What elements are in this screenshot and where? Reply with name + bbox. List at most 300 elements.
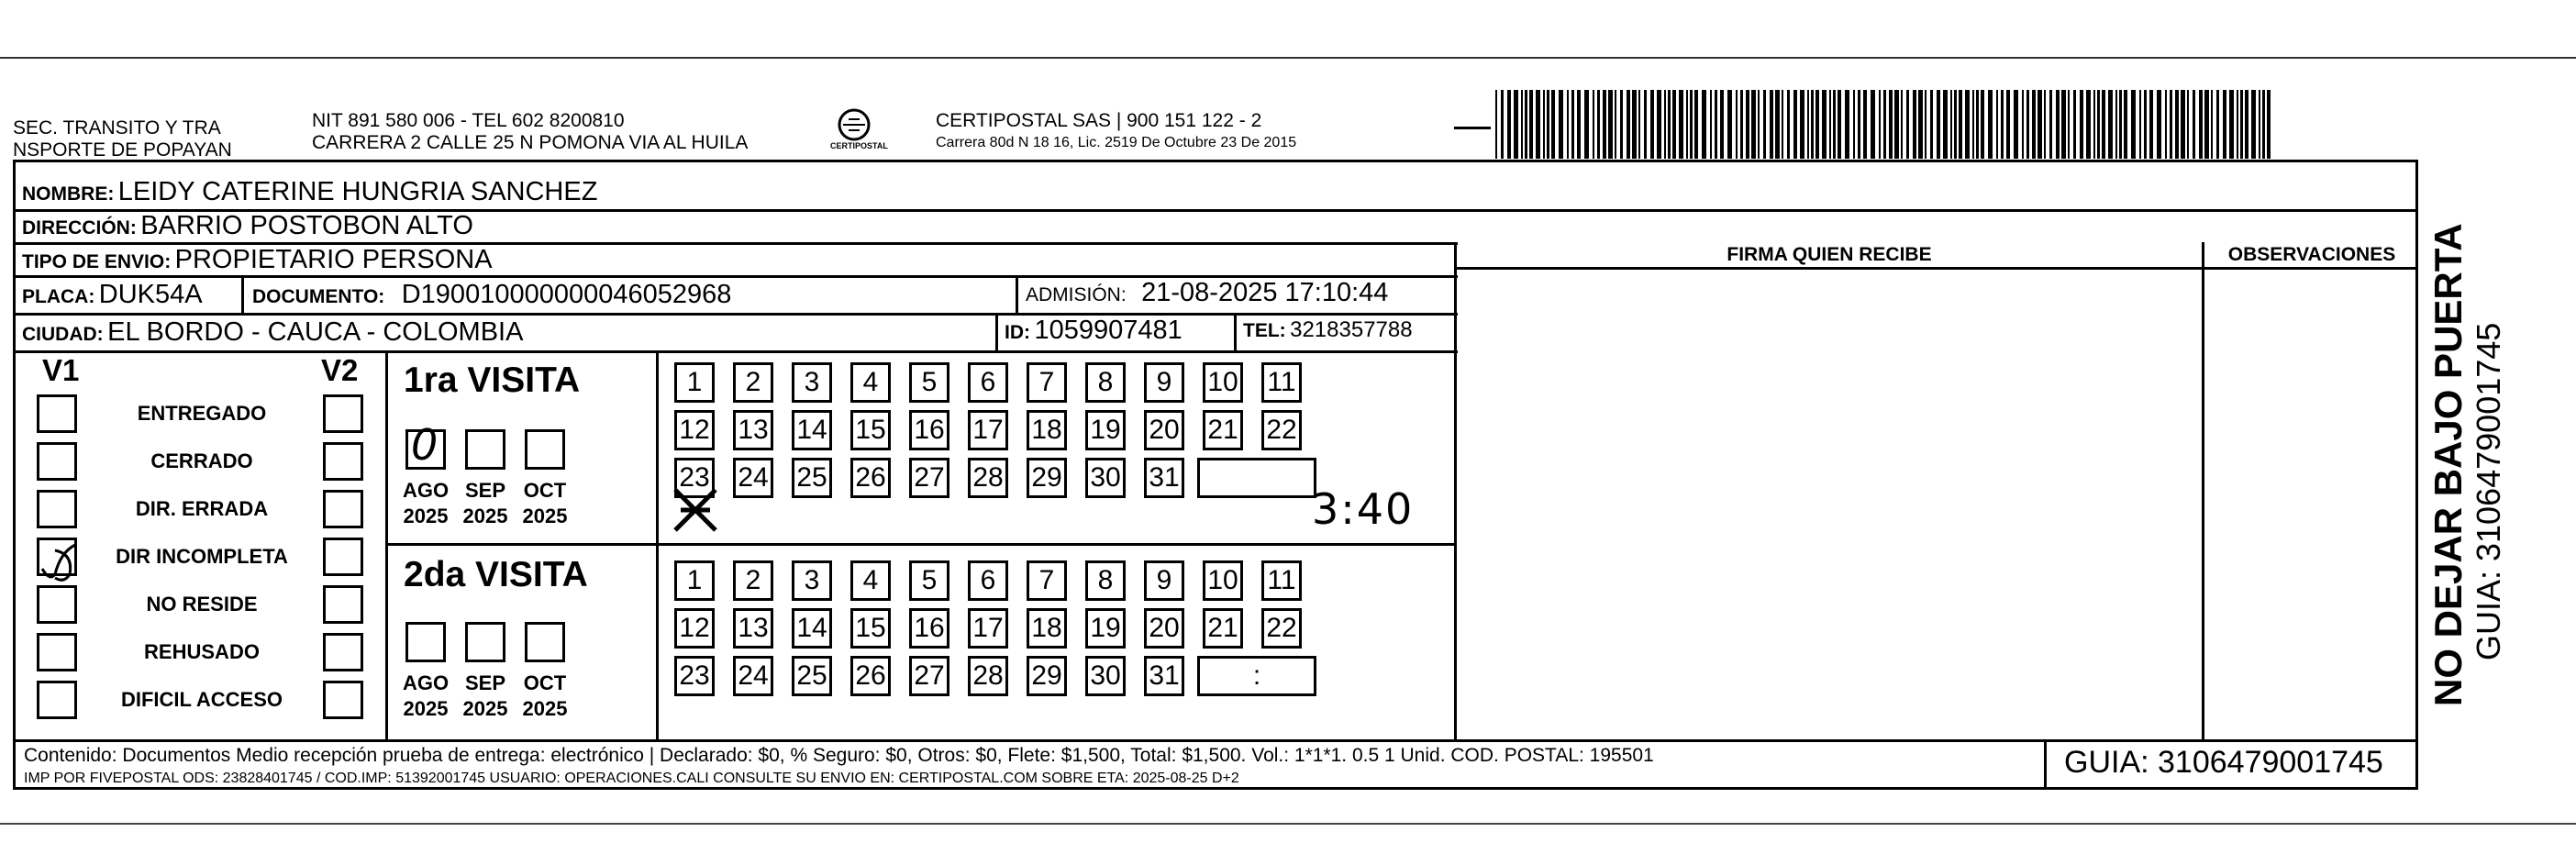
barcode-bar bbox=[2097, 90, 2100, 159]
barcode-bar bbox=[1943, 90, 1948, 159]
barcode-bar bbox=[2245, 90, 2248, 159]
day-box[interactable]: 12 bbox=[674, 410, 715, 450]
barcode-bar bbox=[1603, 90, 1606, 159]
barcode-bar bbox=[1988, 90, 1993, 159]
day-box[interactable]: 24 bbox=[733, 458, 773, 498]
day-box[interactable]: 6 bbox=[968, 560, 1008, 601]
barcode-bar bbox=[2157, 90, 2161, 159]
barcode-bar bbox=[2216, 90, 2219, 159]
barcode-bar bbox=[2240, 90, 2243, 159]
month-year: 2025 bbox=[462, 697, 508, 720]
line-before-footer bbox=[13, 739, 2418, 742]
admision-label: ADMISIÓN: bbox=[1026, 284, 1127, 305]
barcode-bar bbox=[2165, 90, 2167, 159]
barcode-bar bbox=[1954, 90, 1957, 159]
day-box[interactable]: 31 bbox=[1144, 458, 1184, 498]
day-box[interactable]: 1 bbox=[674, 362, 715, 403]
barcode-bar bbox=[1972, 90, 1974, 159]
month-label: AGO bbox=[402, 479, 450, 502]
v2-checkbox[interactable] bbox=[323, 633, 363, 671]
status-option-label: CERRADO bbox=[150, 449, 253, 472]
day-box[interactable]: 9 bbox=[1144, 362, 1184, 403]
vline-admision bbox=[1016, 275, 1018, 313]
day-box[interactable]: 13 bbox=[733, 608, 773, 649]
barcode-bar bbox=[2086, 90, 2091, 159]
barcode-bar bbox=[2037, 90, 2042, 159]
line-after-placa bbox=[13, 313, 1458, 316]
tipo-value: PROPIETARIO PERSONA bbox=[174, 245, 493, 274]
barcode-bar bbox=[1715, 90, 1717, 159]
day-box[interactable]: 3 bbox=[792, 560, 832, 601]
barcode-bar bbox=[1918, 90, 1923, 159]
tipo-row bbox=[22, 246, 493, 278]
barcode-bar bbox=[1720, 90, 1724, 159]
day-box[interactable]: 13 bbox=[733, 410, 773, 450]
day-box[interactable]: 18 bbox=[1027, 608, 1067, 649]
handwritten-month-mark: 0 bbox=[411, 420, 439, 470]
barcode-bar bbox=[1863, 90, 1867, 159]
v2-checkbox[interactable] bbox=[323, 538, 363, 576]
scan-bottom-edge bbox=[0, 823, 2576, 825]
day-box[interactable]: 21 bbox=[1203, 410, 1243, 450]
day-box[interactable]: 24 bbox=[733, 656, 773, 696]
barcode-bar bbox=[1638, 90, 1640, 159]
month-label: OCT bbox=[523, 671, 567, 694]
tel-label: TEL: bbox=[1243, 320, 1286, 341]
barcode-bar bbox=[2204, 90, 2209, 159]
status-option-label: DIR INCOMPLETA bbox=[116, 545, 288, 568]
barcode-bar bbox=[1657, 90, 1661, 159]
month-label: SEP bbox=[464, 671, 506, 694]
barcode-bar bbox=[2251, 90, 2256, 159]
nombre-label: NOMBRE: bbox=[22, 183, 115, 205]
barcode-bar bbox=[2014, 90, 2018, 159]
v2-checkbox[interactable] bbox=[323, 681, 363, 719]
barcode-bar bbox=[1879, 90, 1881, 159]
documento-label: DOCUMENTO: bbox=[252, 286, 385, 307]
barcode-bar bbox=[2001, 90, 2004, 159]
certipostal-text bbox=[936, 110, 1296, 154]
barcode-bar bbox=[1543, 90, 1545, 159]
tipo-label: TIPO DE ENVIO: bbox=[22, 251, 172, 272]
marked-day-cross bbox=[672, 486, 719, 534]
vline-firma-left bbox=[1454, 242, 1457, 741]
barcode-bar bbox=[2175, 90, 2179, 159]
day-box[interactable]: 20 bbox=[1144, 410, 1184, 450]
barcode-bar bbox=[2061, 90, 2066, 159]
barcode-bar bbox=[1644, 90, 1647, 159]
ciudad-label: CIUDAD: bbox=[22, 324, 104, 345]
barcode-bar bbox=[1858, 90, 1860, 159]
barcode-bar bbox=[2139, 90, 2141, 159]
barcode-bar bbox=[1930, 90, 1933, 159]
documento-field bbox=[252, 281, 731, 313]
vline-id bbox=[995, 313, 998, 350]
barcode-bar bbox=[1632, 90, 1637, 159]
month-checkbox[interactable] bbox=[405, 622, 446, 662]
nit-text bbox=[312, 110, 748, 154]
footer-contenido: Contenido: Documentos Medio recepción prueba de entrega: electrónico | Declarado: $0, % Seguro: $0, Otros: $0, Flete: $1,500, Total: $1,500. Vol.: 1*1*1. 0.5 1 Unid. COD. POSTAL: 195501 bbox=[24, 745, 1654, 766]
barcode-bar bbox=[2026, 90, 2029, 159]
tel-field bbox=[1243, 316, 1413, 347]
barcode-bar bbox=[1811, 90, 1814, 159]
barcode-bar bbox=[1547, 90, 1549, 159]
barcode-bar bbox=[1822, 90, 1827, 159]
barcode-bar bbox=[1593, 90, 1594, 159]
day-box[interactable]: 21 bbox=[1203, 608, 1243, 649]
handwritten-check-v1 bbox=[37, 541, 83, 587]
vline-footer-guia bbox=[2044, 739, 2047, 790]
barcode-bar bbox=[2073, 90, 2076, 159]
header-dash bbox=[1454, 127, 1491, 129]
tel-value: 3218357788 bbox=[1290, 317, 1413, 342]
v2-checkbox[interactable] bbox=[323, 490, 363, 528]
month-checkbox[interactable] bbox=[465, 622, 505, 662]
day-box[interactable]: 17 bbox=[968, 608, 1008, 649]
day-box[interactable]: 23 bbox=[674, 458, 715, 498]
month-year: 2025 bbox=[522, 697, 568, 720]
barcode-bar bbox=[1845, 90, 1849, 159]
day-box[interactable]: 25 bbox=[792, 656, 832, 696]
day-box[interactable]: 15 bbox=[850, 410, 891, 450]
barcode-bar bbox=[1702, 90, 1706, 159]
barcode-bar bbox=[1838, 90, 1841, 159]
barcode-bar bbox=[1758, 90, 1760, 159]
day-box[interactable]: 10 bbox=[1203, 560, 1243, 601]
day-box[interactable]: 6 bbox=[968, 362, 1008, 403]
barcode-bar bbox=[1829, 90, 1831, 159]
barcode-bar bbox=[2262, 90, 2265, 159]
ciudad-field bbox=[22, 318, 523, 350]
month-year: 2025 bbox=[522, 505, 568, 527]
vline-status bbox=[385, 350, 388, 741]
barcode-bar bbox=[1807, 90, 1809, 159]
barcode-bar bbox=[1495, 90, 1497, 159]
id-value: 1059907481 bbox=[1034, 316, 1183, 345]
day-box[interactable]: 16 bbox=[909, 608, 949, 649]
day-box[interactable]: 7 bbox=[1027, 362, 1067, 403]
barcode-bar bbox=[2131, 90, 2136, 159]
nit-line1: NIT 891 580 006 - TEL 602 8200810 bbox=[312, 110, 625, 131]
barcode-bar bbox=[1521, 90, 1523, 159]
line-after-ciudad bbox=[13, 350, 1458, 353]
status-option-label: DIFICIL ACCESO bbox=[120, 688, 283, 711]
barcode-bar bbox=[1571, 90, 1574, 159]
vline-placa-doc bbox=[241, 275, 244, 313]
barcode-bar bbox=[1690, 90, 1693, 159]
barcode-bar bbox=[1577, 90, 1581, 159]
month-year: 2025 bbox=[403, 697, 449, 720]
barcode-bar bbox=[1775, 90, 1780, 159]
direccion-label: DIRECCIÓN: bbox=[22, 217, 137, 238]
status-option-label: ENTREGADO bbox=[137, 402, 267, 425]
barcode-bar bbox=[1710, 90, 1712, 159]
barcode-bar bbox=[2119, 90, 2122, 159]
barcode-bar bbox=[1883, 90, 1886, 159]
barcode-bar bbox=[1833, 90, 1836, 159]
barcode-bar bbox=[1694, 90, 1698, 159]
barcode-bar bbox=[1782, 90, 1783, 159]
barcode-bar bbox=[1871, 90, 1875, 159]
barcode-bar bbox=[1913, 90, 1916, 159]
day-box[interactable]: 30 bbox=[1085, 458, 1126, 498]
status-option-label: NO RESIDE bbox=[146, 593, 258, 616]
day-box[interactable]: 25 bbox=[792, 458, 832, 498]
placa-field bbox=[22, 281, 203, 313]
day-box[interactable]: 8 bbox=[1085, 560, 1126, 601]
certi-line1: CERTIPOSTAL SAS | 900 151 122 - 2 bbox=[936, 110, 1262, 131]
time-box[interactable] bbox=[1197, 458, 1316, 498]
visit2-title: 2da VISITA bbox=[404, 555, 588, 594]
placa-value: DUK54A bbox=[98, 280, 203, 309]
line-firma-header bbox=[1454, 267, 2418, 270]
barcode-bar bbox=[1906, 90, 1909, 159]
day-box[interactable]: 5 bbox=[909, 560, 949, 601]
barcode-bar bbox=[2102, 90, 2105, 159]
day-box[interactable]: 31 bbox=[1144, 656, 1184, 696]
day-box[interactable]: 18 bbox=[1027, 410, 1067, 450]
barcode-bar bbox=[2006, 90, 2010, 159]
barcode-bar bbox=[2108, 90, 2113, 159]
barcode-bar bbox=[2149, 90, 2153, 159]
month-label: AGO bbox=[402, 671, 450, 694]
v2-checkbox[interactable] bbox=[323, 394, 363, 433]
barcode-bar bbox=[1853, 90, 1855, 159]
barcode-bar bbox=[1507, 90, 1511, 159]
barcode-bar bbox=[1597, 90, 1600, 159]
logo-caption: CERTIPOSTAL bbox=[830, 141, 888, 150]
barcode-bar bbox=[1620, 90, 1623, 159]
barcode-bar bbox=[1615, 90, 1616, 159]
day-box[interactable]: 14 bbox=[792, 608, 832, 649]
barcode-bar bbox=[1981, 90, 1984, 159]
day-box[interactable]: 12 bbox=[674, 608, 715, 649]
handwritten-time: 3:40 bbox=[1312, 484, 1415, 534]
barcode-bar bbox=[1925, 90, 1926, 159]
barcode-bar bbox=[1815, 90, 1819, 159]
barcode-bar bbox=[1672, 90, 1676, 159]
month-checkbox[interactable] bbox=[525, 622, 565, 662]
barcode-bar bbox=[1627, 90, 1630, 159]
barcode-bar bbox=[1668, 90, 1671, 159]
barcode-bar bbox=[1740, 90, 1743, 159]
barcode-bar bbox=[1567, 90, 1569, 159]
day-box[interactable]: 22 bbox=[1261, 410, 1302, 450]
day-box[interactable]: 15 bbox=[850, 608, 891, 649]
sec-transito-line1: SEC. TRANSITO Y TRA bbox=[13, 117, 221, 139]
time-box[interactable]: : bbox=[1197, 656, 1316, 696]
barcode-bar bbox=[2032, 90, 2036, 159]
barcode-bar bbox=[2211, 90, 2213, 159]
barcode-bar bbox=[2259, 90, 2260, 159]
day-box[interactable]: 1 bbox=[674, 560, 715, 601]
barcode-bar bbox=[2229, 90, 2234, 159]
v1-checkbox[interactable] bbox=[37, 394, 77, 433]
barcode-bar bbox=[2223, 90, 2226, 159]
barcode-bar bbox=[1751, 90, 1756, 159]
month-label: OCT bbox=[523, 479, 567, 502]
day-box[interactable]: 4 bbox=[850, 362, 891, 403]
v1-checkbox[interactable] bbox=[37, 681, 77, 719]
month-checkbox[interactable] bbox=[465, 429, 505, 470]
vline-months bbox=[656, 350, 659, 741]
v2-checkbox[interactable] bbox=[323, 442, 363, 481]
day-box[interactable]: 14 bbox=[792, 410, 832, 450]
day-box[interactable]: 8 bbox=[1085, 362, 1126, 403]
day-box[interactable]: 19 bbox=[1085, 410, 1126, 450]
barcode-bar bbox=[1501, 90, 1504, 159]
barcode bbox=[1495, 90, 2275, 159]
id-field bbox=[1005, 316, 1183, 349]
day-box[interactable]: 5 bbox=[909, 362, 949, 403]
footer-guia: GUIA: 3106479001745 bbox=[2064, 745, 2383, 780]
day-box[interactable]: 2 bbox=[733, 560, 773, 601]
barcode-bar bbox=[1996, 90, 1998, 159]
barcode-bar bbox=[2093, 90, 2095, 159]
barcode-bar bbox=[2187, 90, 2189, 159]
day-box[interactable]: 26 bbox=[850, 656, 891, 696]
barcode-bar bbox=[2267, 90, 2271, 159]
barcode-bar bbox=[1763, 90, 1766, 159]
day-box[interactable]: 29 bbox=[1027, 656, 1067, 696]
v1-label: V1 bbox=[42, 353, 80, 387]
direccion-value: BARRIO POSTOBON ALTO bbox=[140, 211, 473, 240]
status-option-label: DIR. ERRADA bbox=[135, 497, 269, 520]
placa-label: PLACA: bbox=[22, 286, 95, 307]
admision-field bbox=[1026, 279, 1388, 311]
side-guia: GUIA: 3106479001745 bbox=[2470, 322, 2507, 660]
barcode-bar bbox=[1901, 90, 1903, 159]
nombre-row bbox=[22, 178, 597, 210]
day-box[interactable]: 23 bbox=[674, 656, 715, 696]
barcode-bar bbox=[2115, 90, 2117, 159]
v1-checkbox[interactable] bbox=[37, 490, 77, 528]
barcode-bar bbox=[1736, 90, 1738, 159]
barcode-bar bbox=[1608, 90, 1613, 159]
barcode-bar bbox=[2124, 90, 2127, 159]
barcode-bar bbox=[1679, 90, 1683, 159]
v1-checkbox[interactable] bbox=[37, 442, 77, 481]
barcode-bar bbox=[1800, 90, 1804, 159]
status-option-label: REHUSADO bbox=[144, 640, 260, 663]
barcode-bar bbox=[1650, 90, 1654, 159]
barcode-bar bbox=[1770, 90, 1773, 159]
day-box[interactable]: 9 bbox=[1144, 560, 1184, 601]
sec-transito-text bbox=[13, 117, 232, 161]
day-box[interactable]: 28 bbox=[968, 458, 1008, 498]
day-box[interactable]: 27 bbox=[909, 656, 949, 696]
day-box[interactable]: 10 bbox=[1203, 362, 1243, 403]
barcode-bar bbox=[2144, 90, 2147, 159]
documento-value: D190010000000046052968 bbox=[401, 280, 732, 309]
day-box[interactable]: 26 bbox=[850, 458, 891, 498]
barcode-bar bbox=[1559, 90, 1563, 159]
barcode-bar bbox=[2044, 90, 2046, 159]
firma-title: FIRMA QUIEN RECIBE bbox=[1727, 244, 1932, 265]
barcode-bar bbox=[1787, 90, 1790, 159]
barcode-bar bbox=[1529, 90, 1533, 159]
admision-value: 21-08-2025 17:10:44 bbox=[1141, 278, 1389, 307]
id-label: ID: bbox=[1005, 322, 1030, 343]
day-box[interactable]: 2 bbox=[733, 362, 773, 403]
observaciones-title: OBSERVACIONES bbox=[2227, 244, 2396, 265]
barcode-bar bbox=[1536, 90, 1540, 159]
observaciones-area[interactable] bbox=[2206, 271, 2415, 738]
day-box[interactable]: 30 bbox=[1085, 656, 1126, 696]
day-box[interactable]: 22 bbox=[1261, 608, 1302, 649]
barcode-bar bbox=[1525, 90, 1527, 159]
day-box[interactable]: 3 bbox=[792, 362, 832, 403]
day-box[interactable]: 16 bbox=[909, 410, 949, 450]
day-box[interactable]: 11 bbox=[1261, 560, 1302, 601]
certipostal-logo bbox=[830, 105, 894, 156]
month-checkbox[interactable] bbox=[525, 429, 565, 470]
vline-obs-left bbox=[2202, 242, 2204, 741]
direccion-row bbox=[22, 212, 473, 244]
barcode-bar bbox=[2170, 90, 2172, 159]
barcode-bar bbox=[1889, 90, 1893, 159]
day-box[interactable]: 11 bbox=[1261, 362, 1302, 403]
day-box[interactable]: 19 bbox=[1085, 608, 1126, 649]
nombre-value: LEIDY CATERINE HUNGRIA SANCHEZ bbox=[117, 177, 598, 206]
sec-transito-line2: NSPORTE DE POPAYAN bbox=[13, 139, 232, 161]
day-box[interactable]: 28 bbox=[968, 656, 1008, 696]
ciudad-value: EL BORDO - CAUCA - COLOMBIA bbox=[107, 317, 524, 347]
barcode-bar bbox=[2049, 90, 2052, 159]
month-year: 2025 bbox=[403, 505, 449, 527]
month-year: 2025 bbox=[462, 505, 508, 527]
side-warning: NO DEJAR BAJO PUERTA bbox=[2426, 223, 2470, 706]
v1-checkbox[interactable] bbox=[37, 585, 77, 624]
barcode-bar bbox=[2068, 90, 2070, 159]
footer-imp: IMP POR FIVEPOSTAL ODS: 23828401745 / COD.IMP: 51392001745 USUARIO: OPERACIONES.CALI CONSULTE SU ENVIO EN: CERTIPOSTAL.COM SOBRE ETA: 2025-08-25 D+2 bbox=[24, 771, 1239, 786]
v2-label: V2 bbox=[321, 353, 359, 387]
barcode-bar bbox=[2022, 90, 2024, 159]
v1-checkbox[interactable] bbox=[37, 633, 77, 671]
month-label: SEP bbox=[464, 479, 506, 502]
barcode-bar bbox=[2080, 90, 2083, 159]
day-box[interactable]: 17 bbox=[968, 410, 1008, 450]
firma-area[interactable] bbox=[1459, 271, 2200, 738]
barcode-bar bbox=[1664, 90, 1666, 159]
barcode-bar bbox=[2056, 90, 2060, 159]
day-box[interactable]: 7 bbox=[1027, 560, 1067, 601]
line-visit-split bbox=[385, 543, 1457, 546]
barcode-bar bbox=[1551, 90, 1555, 159]
v2-checkbox[interactable] bbox=[323, 585, 363, 624]
nit-line2: CARRERA 2 CALLE 25 N POMONA VIA AL HUILA bbox=[312, 132, 749, 153]
barcode-bar bbox=[2199, 90, 2203, 159]
day-box[interactable]: 4 bbox=[850, 560, 891, 601]
barcode-bar bbox=[1965, 90, 1970, 159]
certi-line2: Carrera 80d N 18 16, Lic. 2519 De Octubre 23 De 2015 bbox=[936, 135, 1297, 150]
vline-tel bbox=[1234, 313, 1237, 350]
barcode-bar bbox=[1894, 90, 1899, 159]
barcode-bar bbox=[1727, 90, 1732, 159]
barcode-bar bbox=[1686, 90, 1688, 159]
barcode-bar bbox=[1746, 90, 1749, 159]
day-box[interactable]: 20 bbox=[1144, 608, 1184, 649]
day-box[interactable]: 29 bbox=[1027, 458, 1067, 498]
barcode-bar bbox=[2237, 90, 2238, 159]
barcode-bar bbox=[2181, 90, 2185, 159]
barcode-bar bbox=[1950, 90, 1952, 159]
barcode-bar bbox=[1959, 90, 1962, 159]
day-box[interactable]: 27 bbox=[909, 458, 949, 498]
barcode-bar bbox=[2193, 90, 2195, 159]
barcode-bar bbox=[1976, 90, 1979, 159]
barcode-bar bbox=[1793, 90, 1797, 159]
